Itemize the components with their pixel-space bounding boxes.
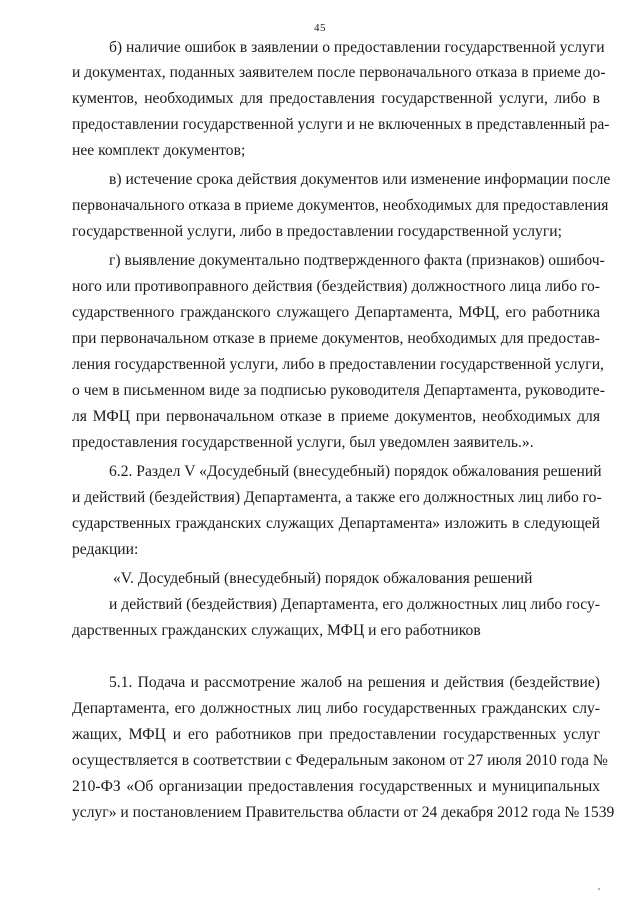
- item-6-2-line: сударственных гражданских служащих Департамента» изложить в следующей: [72, 515, 600, 532]
- item-b-line: предоставлении государственной услуги и не включенных в представленный ра-: [72, 116, 610, 133]
- item-b-line: и документах, поданных заявителем после первоначального отказа в приеме до-: [72, 64, 606, 81]
- item-5-1-line: жащих, МФЦ и его работников при предоставлении государственных услуг: [72, 726, 600, 743]
- item-5-1-line: 5.1. Подача и рассмотрение жалоб на решения и действия (бездействие): [109, 674, 600, 691]
- item-v-line: государственной услуги, либо в предоставлении государственной услуги;: [72, 223, 562, 240]
- section-title-line: и действий (бездействия) Департамента, его должностных лиц либо госу-: [109, 596, 600, 613]
- item-5-1-line: Департамента, его должностных лиц либо государственных гражданских слу-: [72, 700, 600, 717]
- item-g-line: о чем в письменном виде за подписью руководителя Департамента, руководите-: [72, 382, 605, 399]
- item-v-line: в) истечение срока действия документов или изменение информации после: [109, 171, 611, 188]
- item-g-line: сударственного гражданского служащего Департамента, МФЦ, его работника: [72, 304, 600, 321]
- item-g-line: при первоначальном отказе в приеме документов, необходимых для предостав-: [72, 330, 600, 347]
- item-b-line: нее комплект документов;: [72, 142, 246, 159]
- item-v-line: первоначального отказа в приеме документов, необходимых для предоставления: [72, 197, 609, 214]
- item-6-2-line: редакции:: [72, 541, 139, 558]
- item-g-line: г) выявление документально подтвержденного факта (признаков) ошибоч-: [109, 252, 605, 269]
- page-number: 45: [314, 22, 326, 34]
- item-5-1-line: услуг» и постановлением Правительства области от 24 декабря 2012 года № 1539: [72, 804, 615, 821]
- item-5-1-line: осуществляется в соответствии с Федеральным законом от 27 июля 2010 года №: [72, 752, 608, 769]
- item-g-line: ля МФЦ при первоначальном отказе в приеме документов, необходимых для: [72, 408, 600, 425]
- scan-speck: [598, 888, 600, 890]
- item-g-line: ного или противоправного действия (бездействия) должностного лица либо го-: [72, 278, 600, 295]
- section-title-line: «V. Досудебный (внесудебный) порядок обжалования решений: [113, 570, 533, 587]
- item-g-line: ления государственной услуги, либо в предоставлении государственной услуги,: [72, 356, 604, 373]
- item-b-line: кументов, необходимых для предоставления государственной услуги, либо в: [72, 90, 600, 107]
- item-6-2-line: и действий (бездействия) Департамента, а также его должностных лиц либо го-: [72, 489, 602, 506]
- item-b-line: б) наличие ошибок в заявлении о предоставлении государственной услуги: [109, 39, 605, 56]
- item-g-line: предоставления государственной услуги, был уведомлен заявитель.».: [72, 434, 534, 451]
- item-5-1-line: 210-ФЗ «Об организации предоставления государственных и муниципальных: [72, 778, 600, 795]
- section-title-line: дарственных гражданских служащих, МФЦ и его работников: [72, 622, 481, 639]
- item-6-2-line: 6.2. Раздел V «Досудебный (внесудебный) порядок обжалования решений: [109, 463, 602, 480]
